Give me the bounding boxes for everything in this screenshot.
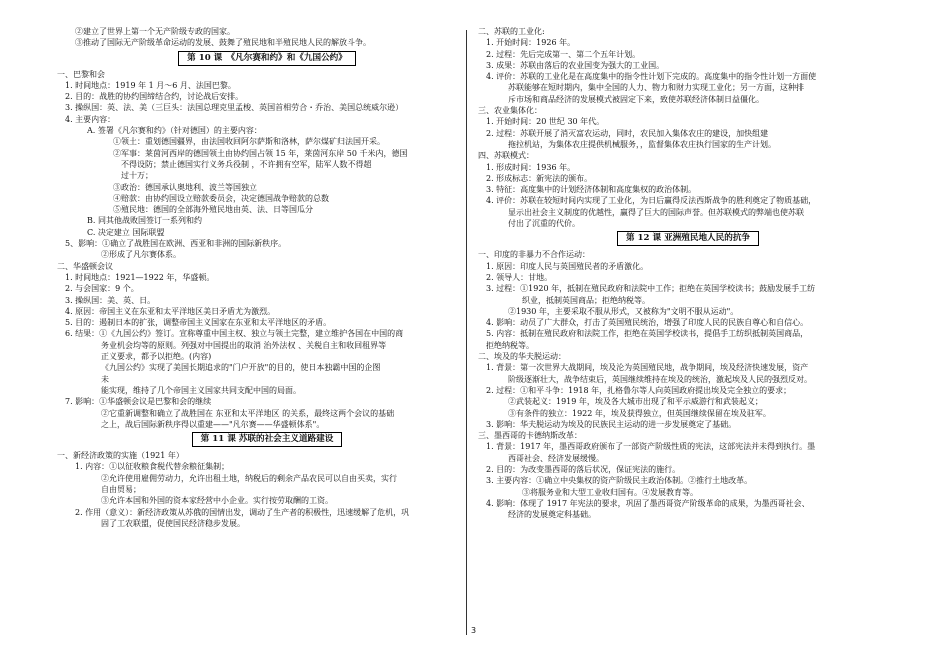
text-line: 3. 影响：华夫脱运动为埃及的民族民主运动的进一步发展奠定了基础。: [486, 419, 737, 429]
text-line: 自由贸易；: [101, 484, 141, 494]
text-line: 之上，战后国际新秩序得以重建——"凡尔赛——华盛顿体系"。: [101, 419, 325, 429]
text-line: 4. 原因：帝国主义在东亚和太平洋地区美日矛盾尤为激烈。: [65, 306, 276, 316]
text-line: 《九国公约》实现了美国长期追求的"门户开放"的目的，使日本独霸中国的企图: [101, 363, 381, 373]
text-line: 1. 开始时间：1926 年。: [486, 38, 576, 48]
lesson-title: [57, 432, 477, 447]
text-line: 1. 内容：①以征收粮食税代替余粮征集制；: [75, 462, 230, 472]
text-line: ②它重新调整和确立了战胜国在 东亚和太平洋地区 的关系，最终这两个会议的基础: [101, 408, 395, 418]
text-line: ②武装起义：1919 年，埃及各大城市出现了和平示威游行和武装起义；: [508, 397, 763, 407]
text-line: 2. 形成标志：新宪法的颁布。: [486, 173, 593, 183]
text-line: ④赔款：由协约国设立赔款委员会，决定德国战争赔款的总数: [113, 193, 329, 203]
text-line: 付出了沉重的代价。: [508, 219, 580, 229]
text-line: 显示出社会主义制度的优越性，赢得了巨大的国际声誉。但苏联模式的弊端也使苏联: [508, 207, 804, 217]
page-number: 3: [471, 626, 477, 635]
text-line: 1. 背景：1917 年，墨西哥政府颁布了一部资产阶级性质的宪法，这部宪法并未得到执行。墨: [486, 442, 816, 452]
text-line: 能实现，维持了几个帝国主义国家共同支配中国的局面。: [101, 385, 301, 395]
text-line: 3. 过程：①1920 年，抵制在殖民政府和法院中工作；拒绝在英国学校读书；鼓励发展手工纺: [486, 284, 816, 294]
text-line: 2. 与会国家：9 个。: [65, 284, 139, 294]
text-line: 拒绝纳税等。: [486, 340, 534, 350]
text-line: 3. 特征：高度集中的计划经济体制和高度集权的政治体制。: [486, 185, 697, 195]
text-line: 三、墨西哥的卡德纳斯改革：: [478, 431, 582, 441]
text-line: 西哥社会、经济发展缓慢。: [508, 453, 604, 463]
text-line: 3. 主要内容：①确立中央集权的资产阶级民主政治体制。②推行土地改革。: [486, 476, 753, 486]
text-line: 过十万；: [121, 171, 153, 181]
lesson-title: [57, 51, 477, 66]
text-line: 4. 评价：苏联的工业化是在高度集中的指令性计划下完成的。高度集中的指令性计划一方面使: [486, 72, 817, 82]
text-line: 务业机会均等的原则。列强对中国提出的取消 治外法权 、关税自主和收回租界等: [101, 340, 387, 350]
text-line: 2. 领导人：甘地。: [486, 272, 553, 282]
text-line: 4. 影响：体现了 1917 年宪法的要求，巩固了墨西哥资产阶级革命的成果，为墨西哥社会、: [486, 498, 810, 508]
text-line: 5、影响：①确立了战胜国在欧洲、西亚和非洲的国际新秩序。: [65, 239, 287, 249]
text-line: 一、巴黎和会: [57, 69, 105, 79]
text-line: 苏联能够在短时期内，集中全国的人力、物力和财力实现工业化；另一方面，这种排: [508, 83, 804, 93]
text-line: 6. 结果：①《九国公约》签订。宣称尊重中国主权、独立与领土完整，建立维护各国在中国的商: [65, 329, 404, 339]
text-line: ③有条件的独立：1922 年，埃及获得独立，但英国继续保留在埃及驻军。: [508, 408, 771, 418]
text-line: 3. 成果：苏联由落后的农业国变为强大的工业国。: [486, 60, 665, 70]
text-line: ③将服务业和大型工业收归国有。④发展教育等。: [522, 487, 698, 497]
text-line: 四、苏联模式：: [478, 151, 534, 161]
text-line: 4. 主要内容：: [65, 114, 116, 124]
text-line: C. 决定建立 国际联盟: [87, 227, 165, 237]
text-line: ②允许使用雇佣劳动力，允许出租土地，纳税后的剩余产品农民可以自由买卖，实行: [101, 473, 397, 483]
text-line: 正义要求，都予以拒绝。(内容): [101, 352, 212, 362]
text-line: ②建立了世界上第一个无产阶级专政的国家。: [75, 27, 235, 36]
text-line: 二、埃及的华夫脱运动：: [478, 352, 566, 362]
text-line: 未: [101, 374, 109, 384]
text-line: 4. 影响：动员了广大群众，打击了英国殖民统治，增强了印度人民的民族自尊心和自信心。: [486, 318, 809, 328]
right-column: [478, 26, 898, 520]
text-line: 经济的发展奠定科基础。: [508, 510, 596, 520]
lesson-title-text: 第 12 课 亚洲殖民地人民的抗争: [617, 231, 759, 246]
lesson-title: [478, 231, 898, 246]
text-line: 3. 操纵国：美、英、日。: [65, 295, 156, 305]
text-line: ⑤殖民地：德国的全部海外殖民地由英、法、日等国瓜分: [113, 205, 313, 215]
text-line: 1. 时间地点：1921—1922 年，华盛顿。: [65, 272, 215, 282]
text-line: 4. 评价：苏联在较短时间内实现了工业化，为日后赢得反法西斯战争的胜利奠定了物质基础，: [486, 196, 817, 206]
text-line: 1. 形成时间：1936 年。: [486, 162, 576, 172]
text-line: 斥市场和商品经济的发展模式被固定下来，致使苏联经济体制日益僵化。: [508, 94, 764, 104]
text-line: 固了工农联盟，促使国民经济稳步发展。: [101, 518, 245, 528]
text-line: 不得设防；禁止德国实行义务兵役制 ，不许拥有空军，陆军人数不得超: [121, 159, 372, 169]
text-line: 一、新经济政策的实施（1921 年）: [57, 451, 184, 461]
text-line: 一、印度的非暴力不合作运动：: [478, 250, 590, 260]
text-line: B. 同其他战败国签订一系列和约: [87, 216, 202, 226]
text-line: ②1930 年，主要采取不服从形式，又被称为"文明不服从运动"。: [508, 306, 739, 316]
left-column: [57, 26, 477, 529]
text-line: 5. 内容：抵制在殖民政府和法院工作，拒绝在英国学校读书，提倡手工纺织抵制英国商品，: [486, 329, 809, 339]
text-line: 1. 原因：印度人民与英国殖民者的矛盾激化。: [486, 261, 649, 271]
text-line: ②军事：莱茵河西岸的德国领土由协约国占领 15 年，莱茵河东岸 50 千米内，德国: [113, 148, 408, 158]
text-line: 2. 作用（意义）：新经济政策从苏俄的国情出发，调动了生产者的积极性，迅速缓解了危机，巩: [75, 507, 410, 517]
text-line: 7. 影响：①华盛顿会议是巴黎和会的继续: [65, 397, 212, 407]
text-line: ③允许本国和外国的资本家经营中小企业。实行按劳取酬的工资。: [101, 496, 333, 506]
text-line: 2. 过程：先后完成第一、第二个五年计划。: [486, 49, 641, 59]
text-line: 2. 过程：①和平斗争：1918 年，扎格鲁尔等人向英国政府提出埃及完全独立的要求；: [486, 385, 792, 395]
text-line: 织业，抵制英国商品；拒绝纳税等。: [522, 295, 650, 305]
lesson-title-text: 第 10 课 《凡尔赛和约》和《九国公约》: [178, 51, 356, 66]
text-line: 1. 背景：第一次世界大战期间，埃及沦为英国殖民地，战争期间，埃及经济快速发展，资产: [486, 363, 809, 373]
text-line: 1. 时间地点：1919 年 1 月～6 月、法国巴黎。: [65, 80, 236, 90]
text-line: ③政治：德国承认奥地利、波兰等国独立: [113, 182, 257, 192]
text-line: 三、农业集体化：: [478, 106, 542, 116]
text-line: 二、苏联的工业化:: [478, 27, 545, 36]
text-line: 2. 过程：苏联开展了消灭富农运动，同时，农民加入集体农庄的建设，加快组建: [486, 128, 769, 138]
text-line: ②形成了凡尔赛体系。: [101, 250, 181, 260]
text-line: 拖拉机站，为集体农庄提供机械服务，，监督集体农庄执行国家的生产计划。: [508, 139, 776, 149]
text-line: 2. 目的：战胜的协约国缔结合约，讨论战后安排。: [65, 92, 244, 102]
text-line: A. 签署《凡尔赛和约》（针对德国）的主要内容：: [87, 126, 262, 136]
text-line: 1. 开始时间：20 世纪 30 年代。: [486, 117, 605, 127]
text-line: 二、华盛顿会议: [57, 261, 113, 271]
text-line: 3. 操纵国：英、法、美（三巨头：法国总理克里孟梭、英国首相劳合・乔治、美国总统威尔逊）: [65, 103, 404, 113]
text-line: 阶级逐渐壮大，战争结束后，英国继续维持在埃及的统治，激起埃及人民的强烈反对。: [508, 374, 812, 384]
text-line: ①领土：重划德国疆界，由法国收回阿尔萨斯和洛林，萨尔煤矿归法国开采。: [113, 137, 385, 147]
text-line: 2. 目的：为改变墨西哥的落后状况，保证宪法的施行。: [486, 464, 681, 474]
column-divider: [466, 30, 467, 635]
text-line: 5. 目的：遏制日本的扩张，调整帝国主义国家在东亚和太平洋地区的矛盾。: [65, 318, 332, 328]
lesson-title-text: 第 11 课 苏联的社会主义道路建设: [192, 432, 343, 447]
text-line: ③推动了国际无产阶级革命运动的发展、鼓舞了殖民地和半殖民地人民的解放斗争。: [75, 38, 371, 48]
